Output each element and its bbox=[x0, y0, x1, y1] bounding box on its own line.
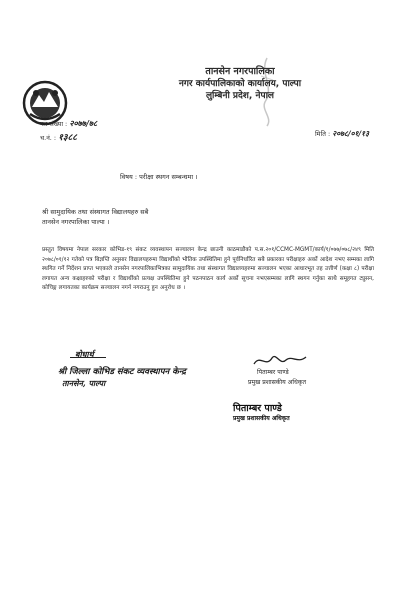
signatory-title: प्रमुख प्रशासकीय अधिकृत bbox=[248, 379, 307, 386]
letter-date bbox=[315, 129, 369, 139]
letter-body: प्रस्तुत विषयमा नेपाल सरकार कोभिड-१९ संकट व्यवस्थापन सञ्चालन केन्द्र छाउनी काठमाडौको प.स.२०१/CCMC-MGMT/कार्य/१/०७७/०७८/२४९ मिति २०७८/०१/१२ गतेको पत्र बिज्ञप्ति अनुसार विद्यालयहरुमा विद्यार्थीको भौतिक उपस्थितिमा हुने पूर्वनिर्धारित सबै प्रकारका परीक्षाहरु अर्को आदेश नभए सम्मका लागि स्थगित गर्ने निर्देशन प्राप्त भएकाले तानसेन नगरपालिकाभित्रका सामुदायिक तथा संस्थागत विद्यालयहरुमा सञ्चालन भएका आधारभूत तह उत्तीर्ण (कक्षा ८) परीक्षा लगायत अन्य कक्षाहरुको परीक्षा र विद्यार्थीको प्रत्यक्ष उपस्थितिमा हुने पठनपाठन कार्य अर्को सूचना नभएसम्मका लागि स्थगन गर्नुका साथै समूहगत ट्युसन, कोचिङ्ग लगायतका कार्यक्रम सञ्चालन नगर्न नगराउनु हुन अनुरोध छ । bbox=[42, 247, 374, 292]
subject-line bbox=[120, 172, 198, 181]
cc-location: तानसेन, पाल्पा bbox=[62, 378, 106, 388]
organization-heading bbox=[150, 66, 330, 102]
dispatch-value: १३८८ bbox=[58, 133, 77, 143]
addressee-line-2: तानसेन नगरपालिका पाल्पा । bbox=[42, 218, 110, 226]
stamp-name: पिताम्बर पाण्डे bbox=[233, 403, 282, 414]
addressee-block bbox=[42, 207, 148, 227]
signatory-name: पिताम्बर पाण्डे bbox=[257, 369, 289, 376]
date-label: मिति : bbox=[315, 130, 333, 138]
stamp-title: प्रमुख प्रशासकीय अधिकृत bbox=[233, 415, 290, 422]
addressee-line-1: श्री सामुदायिक तथा संस्थागत विद्यालयहरु सबै bbox=[42, 208, 149, 216]
cc-heading-underline bbox=[70, 357, 106, 358]
reference-value: २०७७/७८ bbox=[69, 118, 98, 128]
reference-number bbox=[40, 118, 97, 129]
dispatch-number bbox=[40, 130, 77, 143]
cc-recipient: श्री जिल्ला कोभिड संकट व्यवस्थापन केन्द्र bbox=[58, 367, 186, 377]
org-office: नगर कार्यपालिकाको कार्यालय, पाल्पा bbox=[178, 79, 302, 89]
reference-label: पत्र संख्या : bbox=[40, 120, 70, 128]
org-province: लुम्बिनी प्रदेश, नेपाल bbox=[205, 91, 275, 101]
subject-text: परीक्षा स्थगन सम्बन्धमा । bbox=[139, 173, 198, 181]
dispatch-label: च.नं. : bbox=[40, 134, 59, 142]
date-value: २०७८/०१/१३ bbox=[332, 129, 369, 138]
org-name: तानसेन नगरपालिका bbox=[205, 66, 275, 77]
subject-label: विषय : bbox=[120, 173, 140, 181]
cc-heading: बोधार्थ bbox=[75, 349, 94, 359]
